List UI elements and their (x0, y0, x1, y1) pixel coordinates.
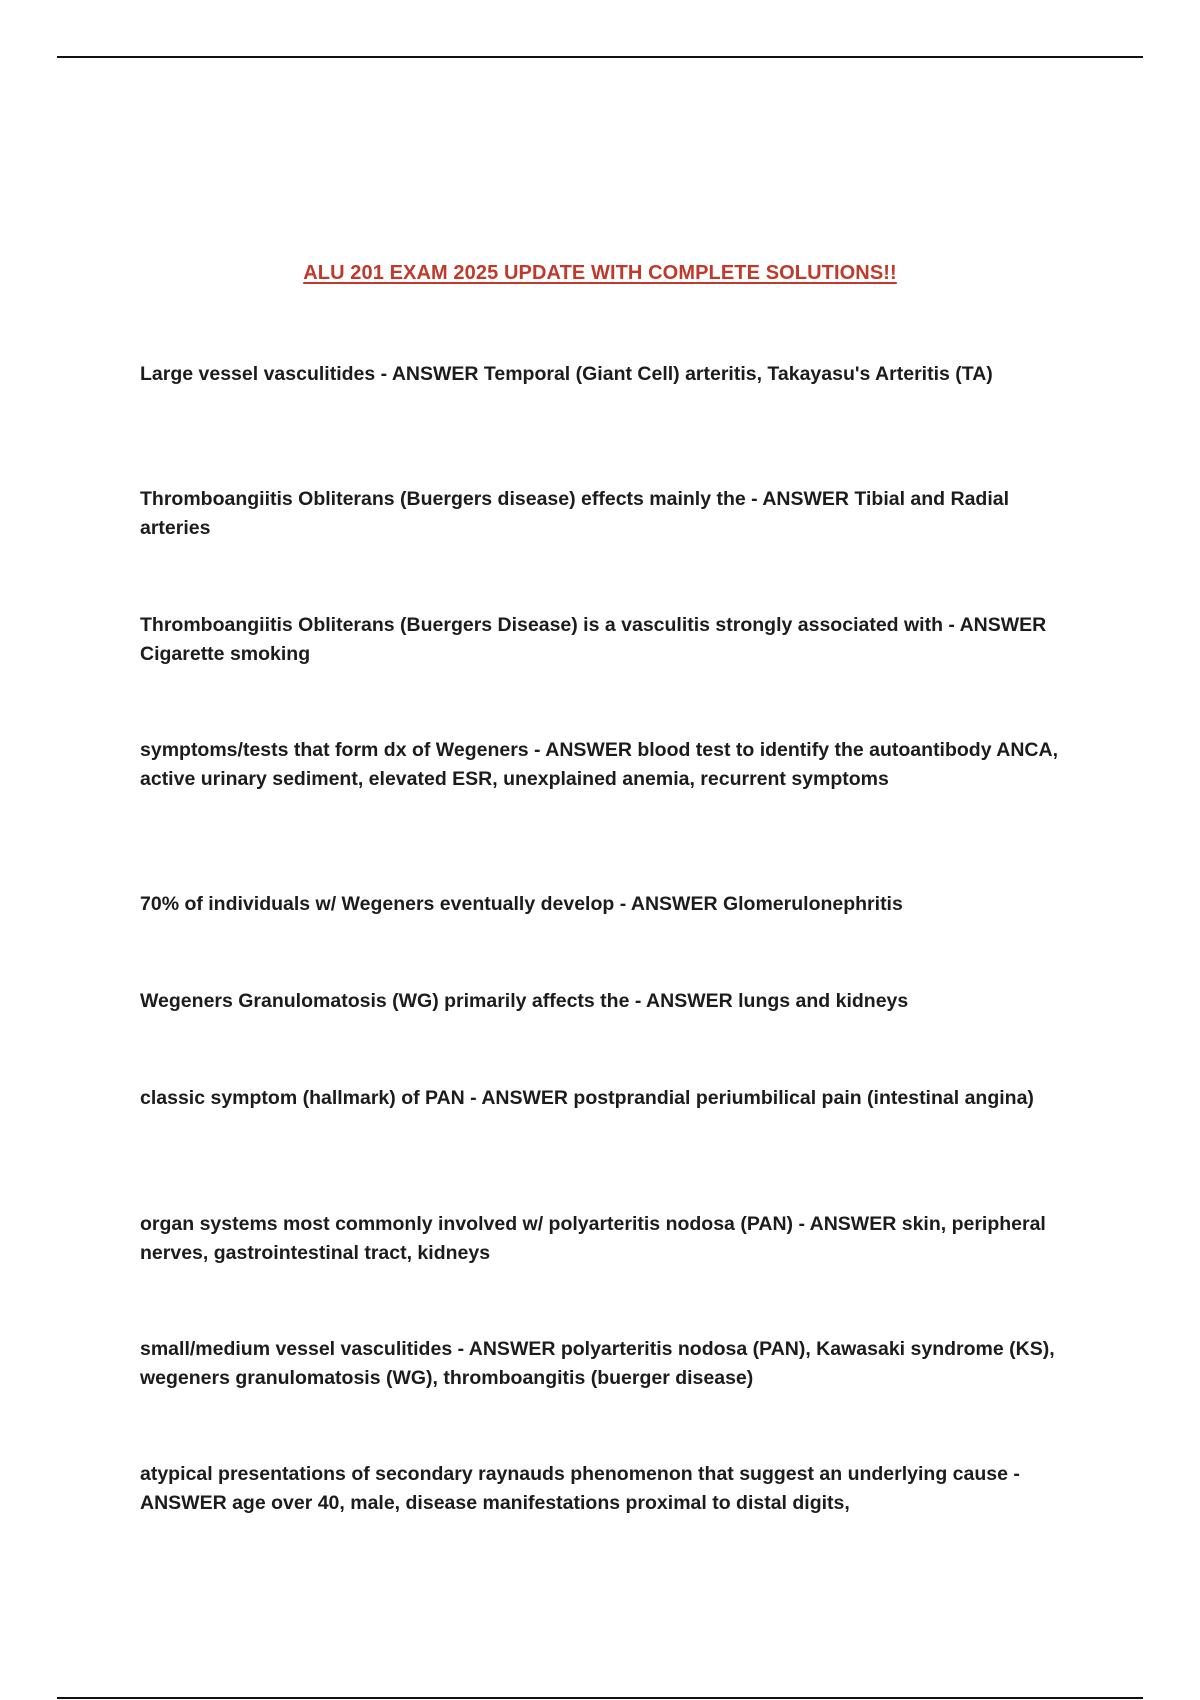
qa-item-7: classic symptom (hallmark) of PAN - ANSWER postprandial periumbilical pain (intestinal angina) (140, 1087, 1034, 1109)
top-rule (57, 56, 1143, 58)
document-title: ALU 201 EXAM 2025 UPDATE WITH COMPLETE SOLUTIONS!! (303, 262, 897, 284)
qa-item-3: Thromboangiitis Obliterans (Buergers Disease) is a vasculitis strongly associated with - ANSWER Cigarette smoking (140, 614, 1047, 665)
qa-item-5: 70% of individuals w/ Wegeners eventually develop - ANSWER Glomerulonephritis (140, 893, 903, 915)
bottom-rule (57, 1697, 1143, 1699)
qa-item-2: Thromboangiitis Obliterans (Buergers disease) effects mainly the - ANSWER Tibial and Radial arteries (140, 488, 1010, 539)
qa-item-6: Wegeners Granulomatosis (WG) primarily affects the - ANSWER lungs and kidneys (140, 990, 909, 1012)
qa-item-4: symptoms/tests that form dx of Wegeners - ANSWER blood test to identify the autoantibody ANCA, active urinary sediment, elevated ESR, unexplained anemia, recurrent symptoms (140, 739, 1058, 790)
qa-item-9: small/medium vessel vasculitides - ANSWER polyarteritis nodosa (PAN), Kawasaki syndrome (KS), wegeners granulomatosis (WG), thromboangitis (buerger disease) (140, 1338, 1055, 1389)
qa-item-1: Large vessel vasculitides - ANSWER Temporal (Giant Cell) arteritis, Takayasu's Arteritis (TA) (140, 363, 993, 385)
qa-item-8: organ systems most commonly involved w/ polyarteritis nodosa (PAN) - ANSWER skin, peripheral nerves, gastrointestinal tract, kidneys (140, 1213, 1046, 1264)
qa-item-10: atypical presentations of secondary raynauds phenomenon that suggest an underlying cause - ANSWER age over 40, male, disease manifestations proximal to distal digits, (140, 1463, 1020, 1514)
